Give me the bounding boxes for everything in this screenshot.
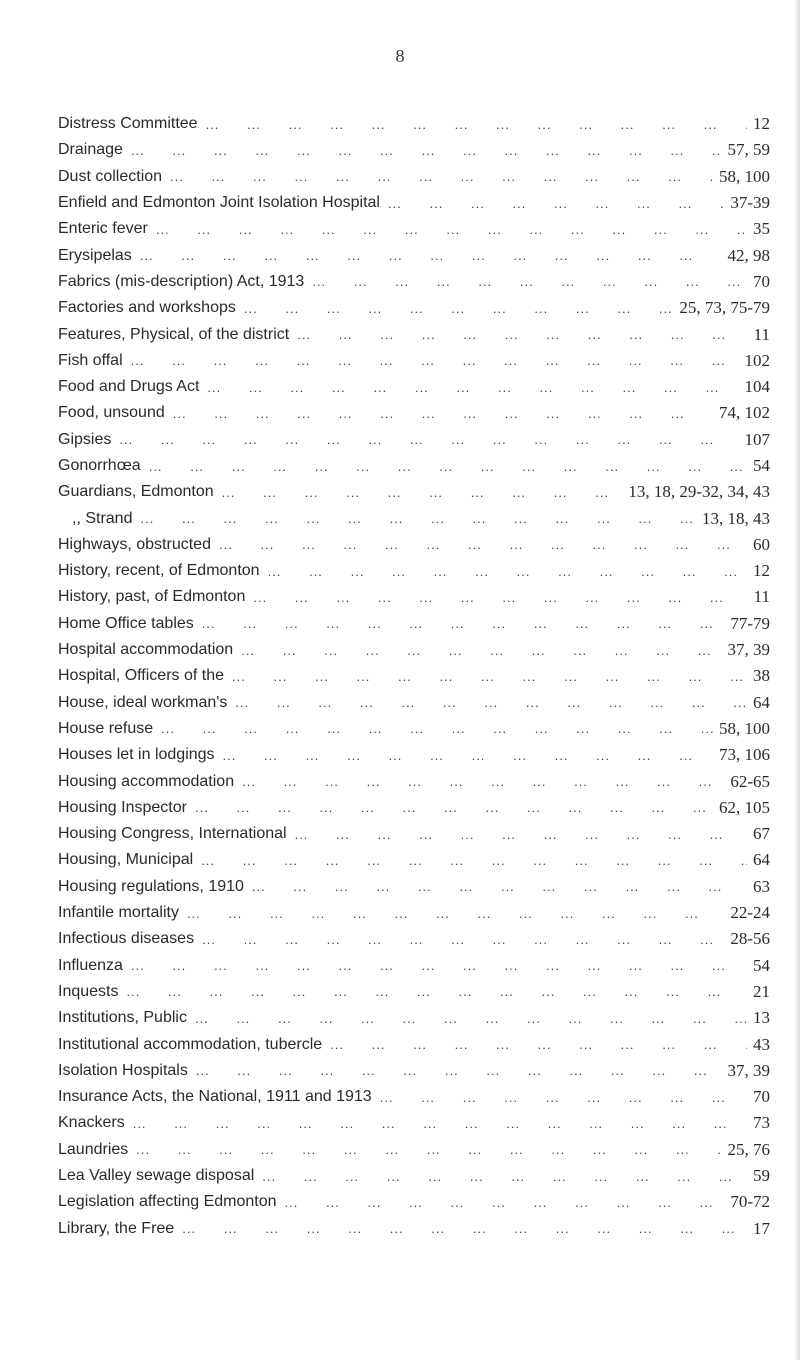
entry-term: Guardians, Edmonton [58,483,214,501]
dot-leader [126,984,747,999]
entry-pages: 54 [753,955,770,975]
index-entry [58,1163,770,1189]
index-entry [58,663,770,689]
index-entry [58,321,770,347]
dot-leader [131,958,747,973]
index-entry [58,453,770,479]
entry-term: Erysipelas [58,246,132,264]
entry-term: Fish offal [58,351,123,369]
entry-pages: 13, 18, 29-32, 34, 43 [628,482,770,502]
entry-pages: 102 [744,350,770,370]
entry-pages: 37, 39 [727,1060,770,1080]
entry-term: Housing, Municipal [58,851,194,869]
entry-term: Features, Physical, of the district [58,325,290,343]
dot-leader [380,1090,747,1105]
entry-term: Legislation affecting Edmonton [58,1193,277,1211]
dot-leader [295,827,747,842]
entry-pages: 70 [753,271,770,291]
dot-leader [202,616,725,631]
dot-leader [149,459,747,474]
dot-leader [173,406,713,421]
index-entry [58,874,770,900]
dot-leader [207,380,738,395]
entry-pages: 35 [753,219,770,239]
dot-leader [195,800,713,815]
dot-leader [206,117,747,132]
entry-term: Influenza [58,956,123,974]
dot-leader [262,1169,747,1184]
dot-leader [253,590,747,605]
entry-term: Dust collection [58,167,163,185]
index-entry [58,348,770,374]
entry-term: Institutions, Public [58,1009,187,1027]
entry-term: Gipsies [58,430,112,448]
entry-pages: 67 [753,824,770,844]
dot-leader [232,669,747,684]
index-entry [58,847,770,873]
entry-pages: 25, 73, 75-79 [679,298,770,318]
entry-pages: 12 [753,114,770,134]
entry-pages: 107 [744,429,770,449]
entry-term: Infectious diseases [58,930,195,948]
entry-pages: 74, 102 [719,403,770,423]
entry-term: Houses let in lodgings [58,746,215,764]
entry-pages: 13 [753,1008,770,1028]
index-entry [58,216,770,242]
index-entry [58,1031,770,1057]
entry-term: Institutional accommodation, tubercle [58,1035,323,1053]
entry-term: History, recent, of Edmonton [58,562,260,580]
dot-leader [242,774,724,789]
entry-pages: 58, 100 [719,718,770,738]
entry-term: Food, unsound [58,404,165,422]
entry-pages: 25, 76 [727,1139,770,1159]
entry-pages: 37-39 [730,193,770,213]
index-entry [58,953,770,979]
index-entry [58,900,770,926]
entry-pages: 17 [753,1218,770,1238]
index-entry [58,637,770,663]
index-entry [58,111,770,137]
entry-pages: 63 [753,876,770,896]
index-entry [58,400,770,426]
entry-pages: 62, 105 [719,797,770,817]
index-entry [58,1137,770,1163]
entry-term: Distress Committee [58,115,198,133]
index-entry [58,611,770,637]
entry-term: Housing Inspector [58,798,187,816]
dot-leader [312,274,747,289]
entry-term: Drainage [58,141,123,159]
entry-term: Library, the Free [58,1219,175,1237]
entry-term: Laundries [58,1140,129,1158]
index-entry [58,795,770,821]
dot-leader [119,432,738,447]
dot-leader [330,1037,747,1052]
index-entry [58,164,770,190]
dot-leader [244,301,673,316]
entry-pages: 73, 106 [719,745,770,765]
entry-term: Hospital accommodation [58,641,234,659]
entry-pages: 64 [753,850,770,870]
entry-term: Knackers [58,1114,125,1132]
entry-pages: 38 [753,666,770,686]
index-entry [58,1084,770,1110]
entry-term: Factories and workshops [58,299,236,317]
index-entry [58,742,770,768]
dot-leader [196,1063,722,1078]
index-entry [58,1189,770,1215]
entry-pages: 42, 98 [727,245,770,265]
entry-pages: 70 [753,1087,770,1107]
entry-pages: 62-65 [730,771,770,791]
entry-term: Lea Valley sewage disposal [58,1167,255,1185]
index-entry [58,926,770,952]
entry-term: Fabrics (mis-description) Act, 1913 [58,272,305,290]
dot-leader [133,1116,747,1131]
index-entry [58,768,770,794]
entry-pages: 77-79 [730,613,770,633]
index-entry [58,427,770,453]
index-entry [58,1215,770,1241]
page-edge-shadow [794,0,800,1360]
entry-pages: 57, 59 [727,140,770,160]
dot-leader [131,143,722,158]
dot-leader [140,248,722,263]
entry-term: Hospital, Officers of the [58,667,224,685]
entry-term: Housing regulations, 1910 [58,877,244,895]
dot-leader [182,1221,747,1236]
index-entry [58,295,770,321]
dot-leader [388,196,724,211]
index-list [58,111,770,1242]
entry-term: Highways, obstructed [58,535,211,553]
entry-term: History, past, of Edmonton [58,588,246,606]
entry-pages: 22-24 [730,903,770,923]
entry-pages: 64 [753,692,770,712]
entry-term: Food and Drugs Act [58,378,200,396]
dot-leader [222,485,623,500]
dot-leader [219,537,747,552]
dot-leader [161,721,713,736]
index-entry [58,137,770,163]
dot-leader [241,643,721,658]
entry-term: House, ideal workman's [58,693,228,711]
index-entry [58,1005,770,1031]
entry-term: Isolation Hospitals [58,1061,188,1079]
dot-leader [140,511,696,526]
entry-pages: 58, 100 [719,166,770,186]
index-entry [58,505,770,531]
entry-pages: 13, 18, 43 [702,508,770,528]
dot-leader [297,327,747,342]
entry-pages: 28-56 [730,929,770,949]
dot-leader [131,353,739,368]
index-entry [58,1110,770,1136]
dot-leader [285,1195,725,1210]
index-entry [58,690,770,716]
entry-term: House refuse [58,719,154,737]
page-number: 8 [395,46,405,66]
entry-pages: 43 [753,1034,770,1054]
entry-pages: 12 [753,561,770,581]
dot-leader [170,169,713,184]
entry-pages: 70-72 [730,1192,770,1212]
entry-pages: 11 [753,587,770,607]
index-entry [58,821,770,847]
dot-leader [136,1142,721,1157]
dot-leader [235,695,747,710]
entry-pages: 21 [753,981,770,1001]
index-entry [58,269,770,295]
entry-term: Insurance Acts, the National, 1911 and 1913 [58,1088,372,1106]
index-entry [58,716,770,742]
entry-pages: 73 [753,1113,770,1133]
entry-pages: 104 [744,377,770,397]
entry-term: ,, Strand [72,509,133,527]
entry-term: Housing Congress, International [58,825,287,843]
dot-leader [156,222,747,237]
entry-term: Inquests [58,982,119,1000]
index-entry [58,374,770,400]
index-entry [58,532,770,558]
entry-term: Infantile mortality [58,904,179,922]
index-entry [58,479,770,505]
entry-pages: 54 [753,456,770,475]
dot-leader [252,879,747,894]
entry-term: Enteric fever [58,220,148,238]
index-entry [58,242,770,268]
entry-term: Enfield and Edmonton Joint Isolation Hospital [58,194,380,212]
dot-leader [268,564,747,579]
entry-pages: 59 [753,1166,770,1186]
entry-term: Gonorrhœa [58,457,141,474]
dot-leader [195,1011,747,1026]
index-entry [58,1058,770,1084]
entry-term: Housing accommodation [58,772,235,790]
entry-term: Home Office tables [58,614,194,632]
index-entry [58,979,770,1005]
entry-pages: 37, 39 [727,640,770,660]
index-entry [58,558,770,584]
dot-leader [201,853,747,868]
dot-leader [187,906,724,921]
entry-pages: 11 [753,324,770,344]
dot-leader [223,748,713,763]
index-entry [58,584,770,610]
entry-pages: 60 [753,534,770,554]
dot-leader [202,932,724,947]
index-entry [58,190,770,216]
